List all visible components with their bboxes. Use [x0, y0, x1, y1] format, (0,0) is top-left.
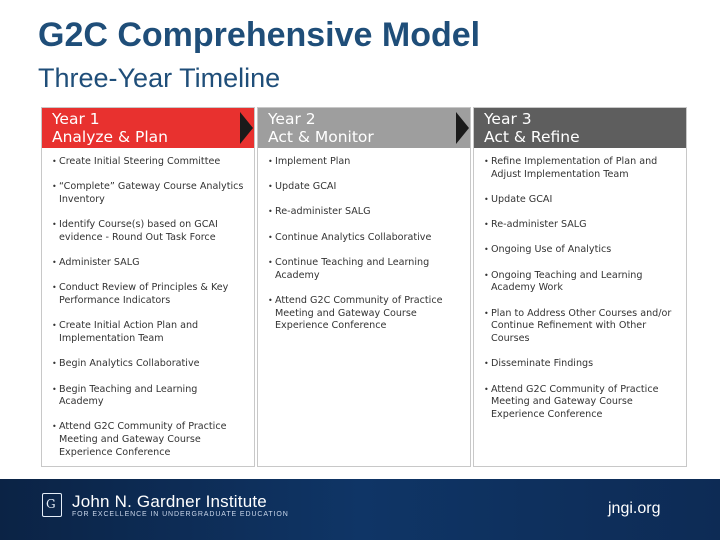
list-item: • Continue Teaching and Learning Academy [271, 257, 460, 283]
list-item: • Create Initial Action Plan and Implementation Team [55, 320, 244, 346]
list-item: • Continue Analytics Collaborative [271, 232, 460, 245]
list-item: • Begin Analytics Collaborative [55, 358, 244, 371]
list-item: • “Complete” Gateway Course Analytics Inventory [55, 181, 244, 207]
year-1-header [42, 108, 254, 148]
list-item: • Attend G2C Community of Practice Meeting and Gateway Course Experience Conference [271, 295, 460, 333]
list-item: • Plan to Address Other Courses and/or Continue Refinement with Other Courses [487, 308, 676, 346]
footer-org-name: John N. Gardner Institute [72, 492, 267, 511]
slide-title: G2C Comprehensive Model [38, 16, 481, 54]
footer-url: jngi.org [608, 500, 661, 517]
chevron-right-icon [240, 112, 253, 144]
year-2-column [257, 107, 471, 467]
list-item: • Update GCAI [487, 194, 676, 207]
list-item: • Identify Course(s) based on GCAI evidence - Round Out Task Force [55, 219, 244, 245]
list-item: • Attend G2C Community of Practice Meeting and Gateway Course Experience Conference [55, 421, 244, 459]
year-3-label: Year 3 [484, 110, 532, 128]
list-item: • Refine Implementation of Plan and Adjust Implementation Team [487, 156, 676, 182]
year-3-list [474, 148, 686, 422]
footer-tagline: FOR EXCELLENCE IN UNDERGRADUATE EDUCATION [72, 511, 289, 518]
year-2-label: Year 2 [268, 110, 316, 128]
year-1-label: Year 1 [52, 110, 100, 128]
list-item: • Update GCAI [271, 181, 460, 194]
year-1-phase: Analyze & Plan [52, 128, 168, 146]
year-2-header [258, 108, 470, 148]
chevron-right-icon [456, 112, 469, 144]
year-3-header [474, 108, 686, 148]
year-2-phase: Act & Monitor [268, 128, 374, 146]
list-item: • Conduct Review of Principles & Key Performance Indicators [55, 282, 244, 308]
year-3-phase: Act & Refine [484, 128, 580, 146]
list-item: • Disseminate Findings [487, 358, 676, 371]
slide-subtitle: Three-Year Timeline [38, 63, 281, 93]
list-item: • Create Initial Steering Committee [55, 156, 244, 169]
list-item: • Re-administer SALG [487, 219, 676, 232]
list-item: • Implement Plan [271, 156, 460, 169]
list-item: • Administer SALG [55, 257, 244, 270]
list-item: • Ongoing Teaching and Learning Academy Work [487, 270, 676, 296]
list-item: • Attend G2C Community of Practice Meeting and Gateway Course Experience Conference [487, 384, 676, 422]
year-3-column [473, 107, 687, 467]
list-item: • Ongoing Use of Analytics [487, 244, 676, 257]
year-2-list [258, 148, 470, 333]
year-1-list [42, 148, 254, 460]
year-1-column [41, 107, 255, 467]
list-item: • Re-administer SALG [271, 206, 460, 219]
institute-logo-icon [42, 493, 62, 517]
list-item: • Begin Teaching and Learning Academy [55, 384, 244, 410]
